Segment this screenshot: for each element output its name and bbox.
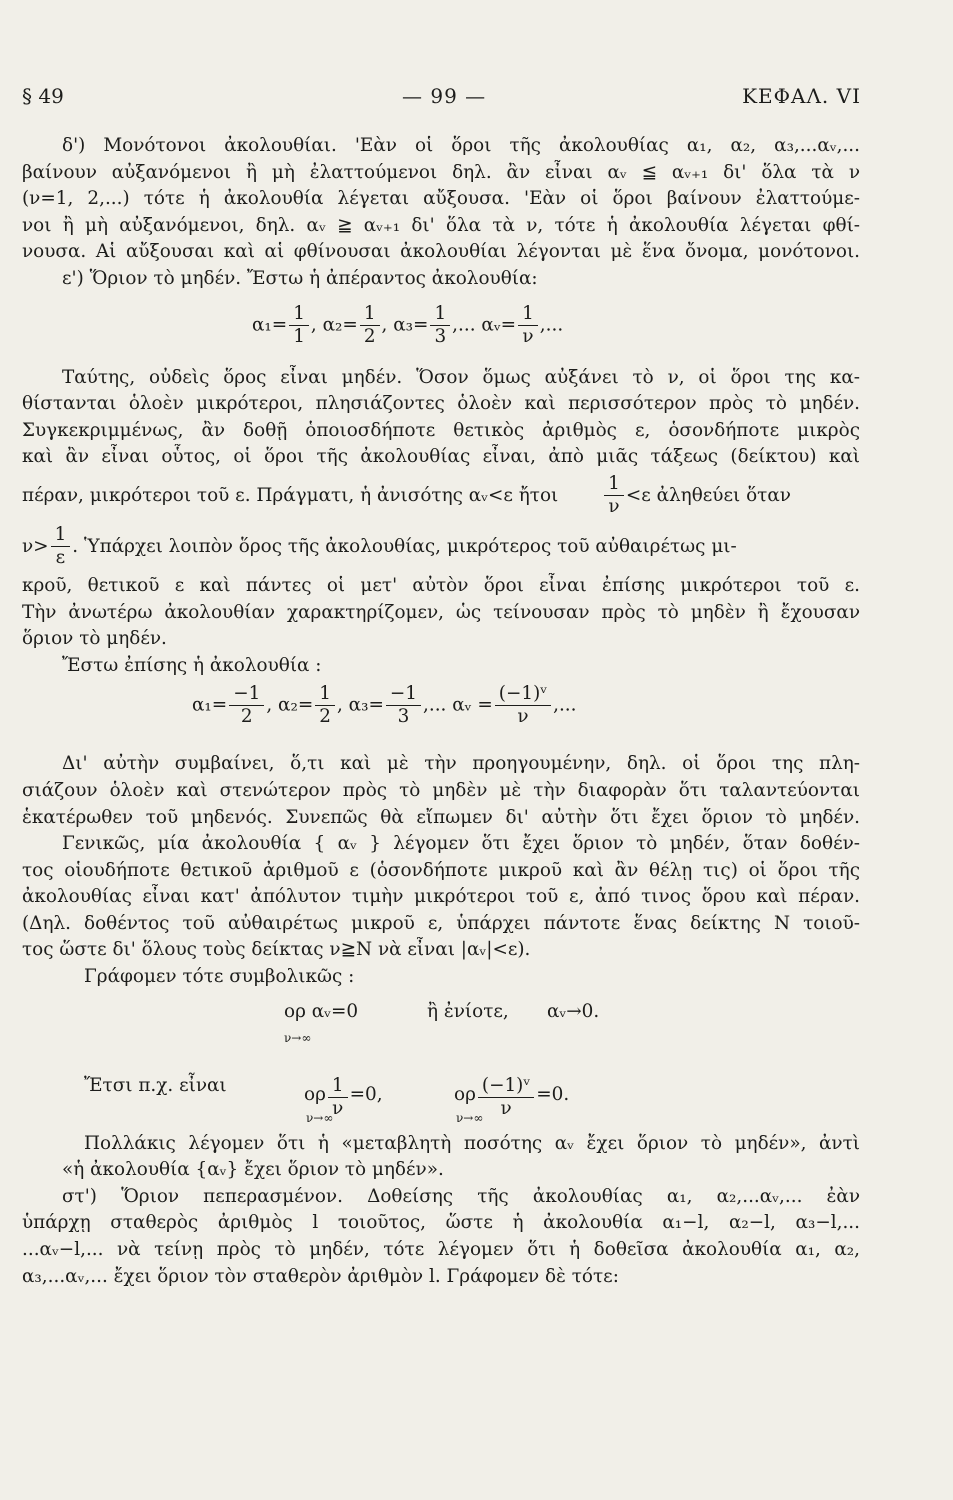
section-number: § 49 [22, 84, 64, 108]
text-line: καὶ ἂν εἶναι οὗτος, οἱ ὅροι τῆς ἀκολουθίας εἶναι, ἀπὸ μιᾶς τάξεως (δείκτου) καὶ [22, 446, 860, 468]
text-line: Δι' αὐτὴν συμβαίνει, ὅ,τι καὶ μὲ τὴν προηγουμένην, δηλ. οἱ ὅροι της πλη- [62, 753, 860, 775]
text-line: «ἡ ἀκολουθία {αᵥ} ἔχει ὅριον τὸ μηδέν». [62, 1159, 444, 1181]
text-line: δ') Μονότονοι ἀκολουθίαι. 'Εὰν οἱ ὅροι τῆς ἀκολουθίας α₁, α₂, α₃,...αᵥ,... [62, 135, 860, 156]
text-line: ε') Ὅριον τὸ μηδέν. Ἔστω ἡ ἀπέραντος ἀκολουθία: [62, 267, 538, 289]
text-line: ὅριον τὸ μηδέν. [22, 628, 167, 650]
text-line: ...αᵥ−l,... νὰ τείνῃ πρὸς τὸ μηδέν, τότε λέγομεν ὅτι ἡ δοθεῖσα ἀκολουθία α₁, α₂, [22, 1239, 860, 1261]
text-line: Ἔστω ἐπίσης ἡ ἀκολουθία : [62, 654, 322, 676]
body-text [22, 133, 860, 1290]
text-line: ὑπάρχῃ σταθερὸς ἀριθμὸς l τοιοῦτος, ὥστε ἡ ἀκολουθία α₁−l, α₂−l, α₃−l,... [22, 1212, 860, 1234]
text-line: (ν=1, 2,...) τότε ἡ ἀκολουθία λέγεται αὔξουσα. 'Εὰν οἱ ὅροι βαίνουν ἐλαττούμε- [22, 188, 860, 210]
text-line: Πολλάκις λέγομεν ὅτι ἡ «μεταβλητὴ ποσότης αᵥ ἔχει ὅριον τὸ μηδέν», ἀντὶ [84, 1132, 860, 1154]
text-line: νοι ἢ μὴ αὐξανόμενοι, δηλ. αᵥ ≧ αᵥ₊₁ δι' ὅλα τὰ ν, τότε ἡ ἀκολουθία λέγεται φθί- [22, 214, 860, 236]
text-line: σιάζουν ὁλοὲν καὶ στενώτερον πρὸς τὸ μηδὲν μὲ τὴν διαφορὰν ὅτι ταλαντεύονται [22, 779, 860, 801]
text-line: Ταύτης, οὐδεὶς ὅρος εἶναι μηδέν. Ὅσον ὅμως αὐξάνει τὸ ν, οἱ ὅροι της κα- [62, 366, 860, 388]
text-line: νουσα. Αἱ αὔξουσαι καὶ αἱ φθίνουσαι ἀκολουθίαι λέγονται μὲ ἕνα ὄνομα, μονότονοι. [22, 241, 860, 263]
text-line: ἑκατέρωθεν τοῦ μηδενός. Συνεπῶς θὰ εἴπωμεν δι' αὐτὴν ὅτι ἔχει ὅριον τὸ μηδέν. [22, 806, 860, 828]
chapter-label: ΚΕΦΑΛ. VI [742, 84, 861, 108]
text-line: Συγκεκριμμένως, ἂν δοθῇ ὁποιοσδήποτε θετικὸς ἀριθμὸς ε, ὁσονδήποτε μικρὸς [22, 419, 860, 441]
text-line: α₃,...αᵥ,... ἔχει ὅριον τὸν σταθερὸν ἀριθμὸν l. Γράφομεν δὲ τότε: [22, 1265, 619, 1287]
text-line: τος οἱουδήποτε θετικοῦ ἀριθμοῦ ε (ὁσονδήποτε μικροῦ καὶ ἂν θέλῃ τις) οἱ ὅροι τῆς [22, 859, 860, 881]
text-line: Γράφομεν τότε συμβολικῶς : [84, 966, 355, 988]
text-line: (Δηλ. δοθέντος τοῦ αὐθαιρέτως μικροῦ ε, ὑπάρχει πάντοτε ἕνας δείκτης Ν τοιοῦ- [22, 912, 860, 934]
limit-notation-2: Ἔτσι π.χ. εἶναι ορ $\frac{1}{\nu}$ =0, ορ $\frac{\text{(−1)ᵛ}}{\nu}$ =0. ν→∞ ν→∞ [84, 1074, 570, 1125]
page-header [22, 84, 861, 114]
sequence-equation-2: α₁= $\frac{-1}{2}$ , α₂= $\frac{1}{2}$ , α₃= $\frac{-1}{3}$ ,... αᵥ = $\frac{\text{(−1)ᵛ}}{\nu}$ ,... [192, 683, 577, 728]
limit-notation-1: ορ αᵥ=0 ἢ ἐνίοτε, αᵥ→0. ν→∞ [284, 1000, 600, 1045]
text-line: στ') Ὅριον πεπερασμένον. Δοθείσης τῆς ἀκολουθίας α₁, α₂,...αᵥ,... ἐὰν [62, 1185, 860, 1207]
text-line: Τὴν ἀνωτέρω ἀκολουθίαν χαρακτηρίζομεν, ὡς τείνουσαν πρὸς τὸ μηδὲν ἢ ἔχουσαν [22, 601, 860, 623]
text-line: θίστανται ὁλοὲν μικρότεροι, πλησιάζοντες ὁλοὲν καὶ περισσότερον πρὸς τὸ μηδέν. [22, 393, 860, 415]
text-line-with-fraction: ν> $\frac{1}{\varepsilon}$ . Ὑπάρχει λοιπὸν ὅρος τῆς ἀκολουθίας, μικρότερος τοῦ αὐθαιρέτως μι- [22, 524, 737, 569]
text-line: κροῦ, θετικοῦ ε καὶ πάντες οἱ μετ' αὐτὸν ὅροι εἶναι ἐπίσης μικρότεροι τοῦ ε. [22, 574, 860, 596]
text-line: ἀκολουθίας εἶναι κατ' ἀπόλυτον τιμὴν μικρότεροι τοῦ ε, ἀπό τινος ὅρου καὶ πέραν. [22, 886, 860, 908]
page-number: — 99 — [402, 84, 487, 108]
sequence-equation-1: α₁= $\frac{1}{1}$ , α₂= $\frac{1}{2}$ , α₃= $\frac{1}{3}$ ,... αᵥ= $\frac{1}{\nu}$ ,... [252, 302, 564, 347]
text-line: βαίνουν αὐξανόμενοι ἢ μὴ ἐλαττούμενοι δηλ. ἂν εἶναι αᵥ ≦ αᵥ₊₁ δι' ὅλα τὰ ν [22, 161, 860, 183]
text-line: τος ὥστε δι' ὅλους τοὺς δείκτας ν≧Ν νὰ εἶναι |αᵥ|<ε). [22, 939, 531, 961]
text-line: Γενικῶς, μία ἀκολουθία { αᵥ } λέγομεν ὅτι ἔχει ὅριον τὸ μηδέν, ὅταν δοθέν- [62, 833, 860, 855]
text-line-with-fraction: πέραν, μικρότεροι τοῦ ε. Πράγματι, ἡ ἀνισότης αᵥ<ε ἤτοι $\frac{1}{\nu}$ <ε ἀληθεύει ὅταν [22, 473, 791, 518]
